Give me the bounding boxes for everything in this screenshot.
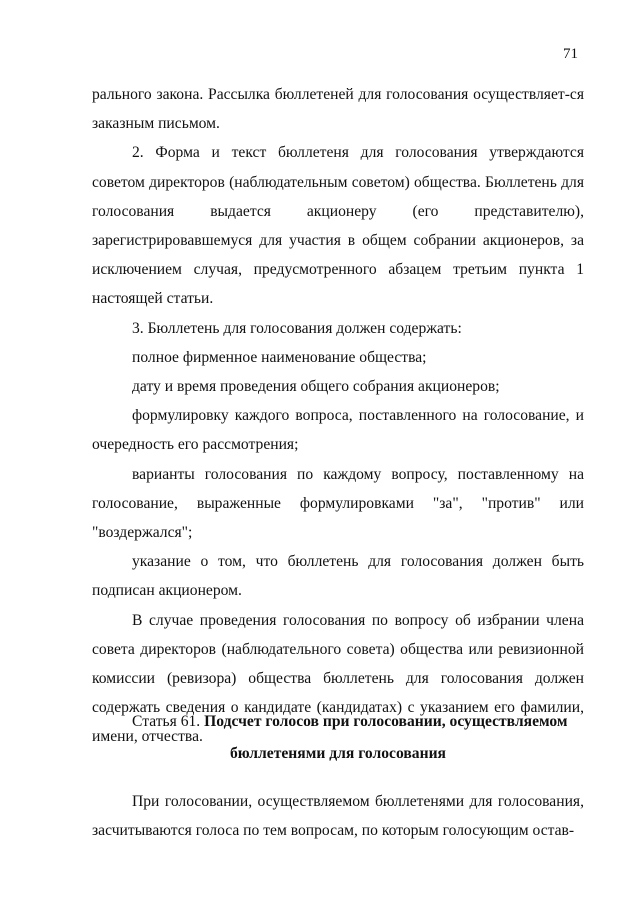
paragraph: рального закона. Рассылка бюллетеней для голосования осуществляет-ся заказным письмом.	[92, 86, 584, 133]
heading-line-1	[92, 706, 584, 738]
paragraph: варианты голосования по каждому вопросу, поставленному на голосование, выраженные формулировками "за", "против" или "воздержался";	[92, 465, 584, 542]
paragraph: полное фирменное наименование общества;	[132, 348, 427, 366]
paragraph: указание о том, что бюллетень для голосования должен быть подписан акционером.	[92, 553, 584, 600]
article-body	[92, 80, 584, 752]
article-prefix: Статья 61.	[132, 713, 201, 730]
paragraph: дату и время проведения общего собрания акционеров;	[132, 378, 500, 396]
paragraph: 2. Форма и текст бюллетеня для голосования утверждаются советом директоров (наблюдательным советом) общества. Бюллетень для голосования выдается акционеру (его представителю), зарегистрировавшемуся для участия в общем собрании акционеров, за исключением случая, предусмотренного абзацем третьим пункта 1 настоящей статьи.	[92, 144, 584, 308]
paragraph: При голосовании, осуществляемом бюллетенями для голосования, засчитываются голоса по тем вопросам, по которым голосующим остав-	[92, 793, 584, 840]
paragraph: В случае проведения голосования по вопросу об избрании члена совета директоров (наблюдательного совета) общества или ревизионной комиссии (ревизора) общества бюллетень для голосования должен содержать сведения о кандидате (кандидатах) с указанием его фамилии, имени, отчества.	[92, 611, 584, 746]
article-title-part-2: бюллетенями для голосования	[229, 745, 446, 762]
article-61-body	[92, 787, 584, 845]
paragraph: формулировку каждого вопроса, поставленного на голосование, и очередность его рассмотрения;	[92, 407, 584, 454]
article-heading	[92, 706, 584, 770]
paragraph: 3. Бюллетень для голосования должен содержать:	[132, 319, 462, 337]
article-title-part-1: Подсчет голосов при голосовании, осуществляемом	[204, 713, 568, 730]
page-number: 71	[563, 46, 578, 62]
